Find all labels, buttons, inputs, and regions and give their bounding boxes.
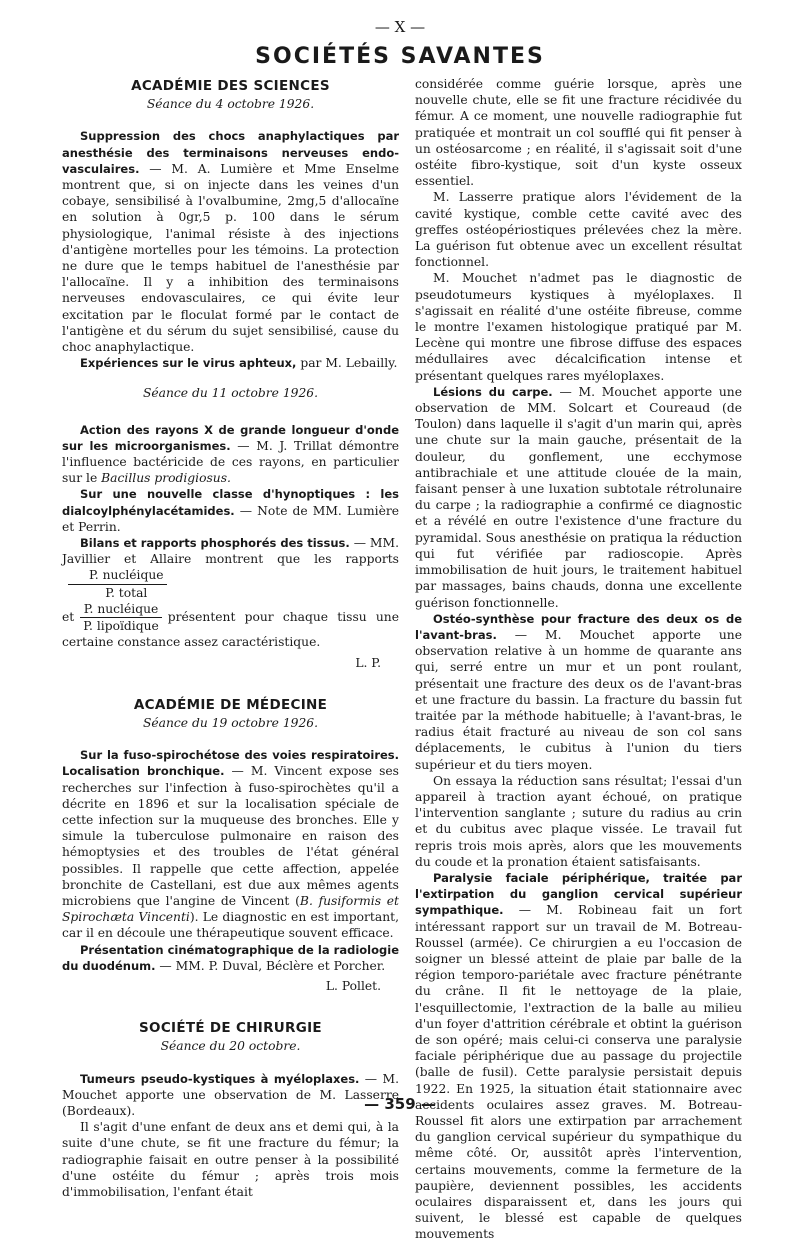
article-osteo-synthese xyxy=(415,611,742,773)
species-name: B. fusiformis et Spirochæta Vincenti xyxy=(62,893,399,925)
article-text: présentent pour chaque tissu une certaine constance assez caractéristique. xyxy=(62,610,399,650)
article-title: Suppression des chocs anaphylactiques par anesthésie des terminaisons nerveuses endo-vasculaires. xyxy=(62,129,399,176)
article-title: Action des rayons X de grande longueur d'onde sur les microorganismes. xyxy=(62,422,399,453)
section-title-societe-chirurgie: SOCIÉTÉ DE CHIRURGIE xyxy=(139,1020,322,1037)
session-date: Séance du 19 octobre 1926. xyxy=(142,715,319,730)
article-title: Lésions du carpe. xyxy=(433,384,553,399)
article-hypnotiques xyxy=(62,486,399,535)
signature: L. P. xyxy=(355,655,381,670)
article-paralysie-faciale xyxy=(415,870,742,1243)
article-phosphores xyxy=(62,535,399,601)
section-title-academie-sciences: ACADÉMIE DES SCIENCES xyxy=(131,78,330,94)
fraction-denominator: P. lipoïdique xyxy=(83,619,159,634)
fraction-nucleique-total xyxy=(68,567,167,600)
section-marker: — X — xyxy=(374,18,426,36)
article-text: — Note de MM. Lumière et Perrin. xyxy=(62,503,399,534)
article-paragraph: Il s'agit d'une enfant de deux ans et demi qui, à la suite d'une chute, se fit une fracture du fémur; la radiographie faisait en outre penser à la possibilité d'une ostéite du fémur ; après trois mois d'immobilisation, l'enfant était xyxy=(62,1120,399,1199)
article-title: Bilans et rapports phosphorés des tissus. xyxy=(80,536,350,551)
session-date: Séance du 20 octobre. xyxy=(160,1039,301,1054)
article-lesions-carpe xyxy=(415,384,742,611)
article-text: — MM. Javillier et Allaire montrent que les rapports xyxy=(62,536,399,567)
article-title: Ostéo-synthèse pour fracture des deux os de l'avant-bras. xyxy=(415,611,742,642)
article-text: — MM. P. Duval, Béclère et Porcher. xyxy=(155,958,386,973)
article-title: Présentation cinématographique de la radiologie du duodénum. xyxy=(62,942,399,973)
article-title: Sur la fuso-spirochétose des voies respiratoires. Localisation bronchique. xyxy=(62,748,399,779)
article-text: — M. Robineau fait un fort intéressant rapport sur un travail de M. Botreau-Roussel (armée). Ce chirurgien a eu l'occasion de soigner un blessé atteint de plaie par balle de la région temporo-pariétale avec fracture pénétrante du crâne. Il fit le nettoyage de la plaie, l'esquillectomie, l'extraction de la balle au milieu d'un foyer d'attrition cérébrale et obtint la guérison de son opéré; mais celui-ci conserva une paralysie faciale périphérique due au passage du projectile (balle de fusil). Cette paralysie persistait depuis 1922. En 1925, la situation était stationnaire avec accidents oculaires assez graves. M. Botreau-Roussel fit alors une extirpation par arrachement du ganglion cervical supérieur du sympathique du même côté. Or, aussitôt après l'intervention, certains mouvements, comme la fermeture de la paupière, deviennent possibles, les accidents oculaires disparaissent et, dans les jours qui suivent, le blessé est capable de quelques mouvements xyxy=(415,903,742,1242)
article-text: par M. Lebailly. xyxy=(296,356,398,371)
fraction-nucleique-lipoidique xyxy=(80,601,162,634)
article-title: Sur une nouvelle classe d'hynoptiques : les dialcoylphénylacétamides. xyxy=(62,487,399,518)
article-rayons-x xyxy=(62,422,399,487)
article-text: — M. Mouchet apporte une observation de MM. Solcart et Coureaud (de Toulon) dans laquelle il s'agit d'un marin qui, après une chute sur la main gauche, présentait de la douleur, du gonflement, une ecchymose antibrachiale et une attitude clouée de la main, faisant penser à une luxation subtotale rétrolunaire du carpe ; la radiographie a confirmé ce diagnostic et a révélé en outre l'existence d'une fracture du pyramidal. Sous anesthésie on pratiqua la réduction qui fut vérifiée par radioscopie. Après immobilisation de huit jours, le traitement habituel par massages, bains chauds, donna une excellente guérison fonctionnelle. xyxy=(415,384,742,610)
article-title: Expériences sur le virus aphteux, xyxy=(80,356,297,371)
article-title: Paralysie faciale périphérique, traitée par l'extirpation du ganglion cervical supérieur sympathique. xyxy=(415,870,742,918)
article-text: — M. J. Trillat démontre l'influence bactéricide de ces rayons, en particulier sur le xyxy=(62,438,399,486)
right-column xyxy=(415,76,742,1243)
article-radiologie-duodenum xyxy=(62,942,399,974)
article-paragraph: On essaya la réduction sans résultat; l'essai d'un appareil à traction ayant échoué, on pratique l'intervention sanglante ; suture du radius au crin et du cubitus avec plaque vissée. Le travail fut repris trois mois après, alors que les mouvements du coude et la pronation étaient satisfaisants. xyxy=(415,773,742,869)
fraction-prefix: et xyxy=(62,610,75,625)
session-date: Séance du 11 octobre 1926. xyxy=(142,386,319,401)
article-fuso-spirochetose xyxy=(62,747,399,941)
left-column xyxy=(62,78,399,1200)
article-text: — M. A. Lumière et Mme Enselme montrent que, si on injecte dans les veines d'un cobaye, sensibilisé à l'ovalbumine, 2mg,5 d'allocaïne en solution à 0gr,5 p. 100 dans le sérum physiologique, l'animal résiste à des injections d'antigène mortelles pour les témoins. La protection ne dure que le temps habituel de l'anesthésie par l'allocaïne. Il y a inhibition des terminaisons nerveuses endovasculaires, ce qui évite leur excitation par le floculat formé par le contact de l'antigène et du sérum du sujet sensibilisé, cause du choc anaphylactique. xyxy=(62,161,399,355)
article-paragraph: M. Mouchet n'admet pas le diagnostic de pseudotumeurs kystiques à myéloplaxes. Il s'agissait en réalité d'une ostéite fibreuse, comme le montre l'examen histologique pratiqué par M. Lecène qui montre une fibrose diffuse des espaces médullaires avec décalcification intense et présentant quelques rares myéloplaxes. xyxy=(415,271,742,383)
species-name: Bacillus prodigiosus. xyxy=(101,471,231,486)
article-text: — M. Mouchet apporte une observation de M. Lasserre (Bordeaux). xyxy=(62,1071,399,1118)
session-date: Séance du 4 octobre 1926. xyxy=(146,97,315,112)
article-paragraph: M. Lasserre pratique alors l'évidement de la cavité kystique, comble cette cavité avec des greffes ostéopériostiques prélevées chez la mère. La guérison fut obtenue avec un excellent résultat fonctionnel. xyxy=(415,190,742,270)
article-anaphylaxie xyxy=(62,128,399,355)
page-number: — 359 — xyxy=(364,1095,436,1113)
fraction-numerator: P. nucléique xyxy=(68,567,167,584)
section-title-academie-medecine: ACADÉMIE DE MÉDECINE xyxy=(133,696,328,713)
fraction-numerator: P. nucléique xyxy=(80,601,162,618)
article-text: — M. Mouchet apporte une observation relative à un homme de quarante ans qui, serré entre un mur et un pont roulant, présentait une fracture des deux os de l'avant-bras et une fracture du bassin. La fracture du bassin fut traitée par la méthode habituelle; à l'avant-bras, le radius était fracturé au niveau de son col sans déplacements, le cubitus à l'union du tiers supérieur et du tiers moyen. xyxy=(415,627,742,772)
article-paragraph: considérée comme guérie lorsque, après une nouvelle chute, elle se fit une fracture récidivée du fémur. A ce moment, une nouvelle radiographie fut pratiquée et montrait un col soufflé qui fit penser à un ostéosarcome ; en réalité, il s'agissait soit d'une ostéite fibro-kystique, soit d'un kyste osseux essentiel. xyxy=(415,77,742,189)
fraction-denominator: P. total xyxy=(105,585,148,600)
article-virus-aphteux xyxy=(62,355,399,371)
article-title: Tumeurs pseudo-kystiques à myéloplaxes. xyxy=(80,1071,360,1086)
article-text: ). Le diagnostic en est important, car il en découle une thérapeutique souvent efficace. xyxy=(62,910,399,941)
signature: L. Pollet. xyxy=(325,978,381,993)
article-text: — M. Vincent expose ses recherches sur l'infection à fuso-spirochètes qu'il a décrite en 1896 et sur la localisation spéciale de cette infection sur la muqueuse des bronches. Elle y simule la tuberculose pulmonaire en raison des hémoptysies et des troubles de l'état général possibles. Il rappelle que cette affection, appelée bronchite de Castellani, est due aux mêmes agents microbiens que l'angine de Vincent ( xyxy=(62,764,399,908)
page-title: SOCIÉTÉS SAVANTES xyxy=(255,44,545,69)
article-phosphores-cont xyxy=(62,601,399,651)
